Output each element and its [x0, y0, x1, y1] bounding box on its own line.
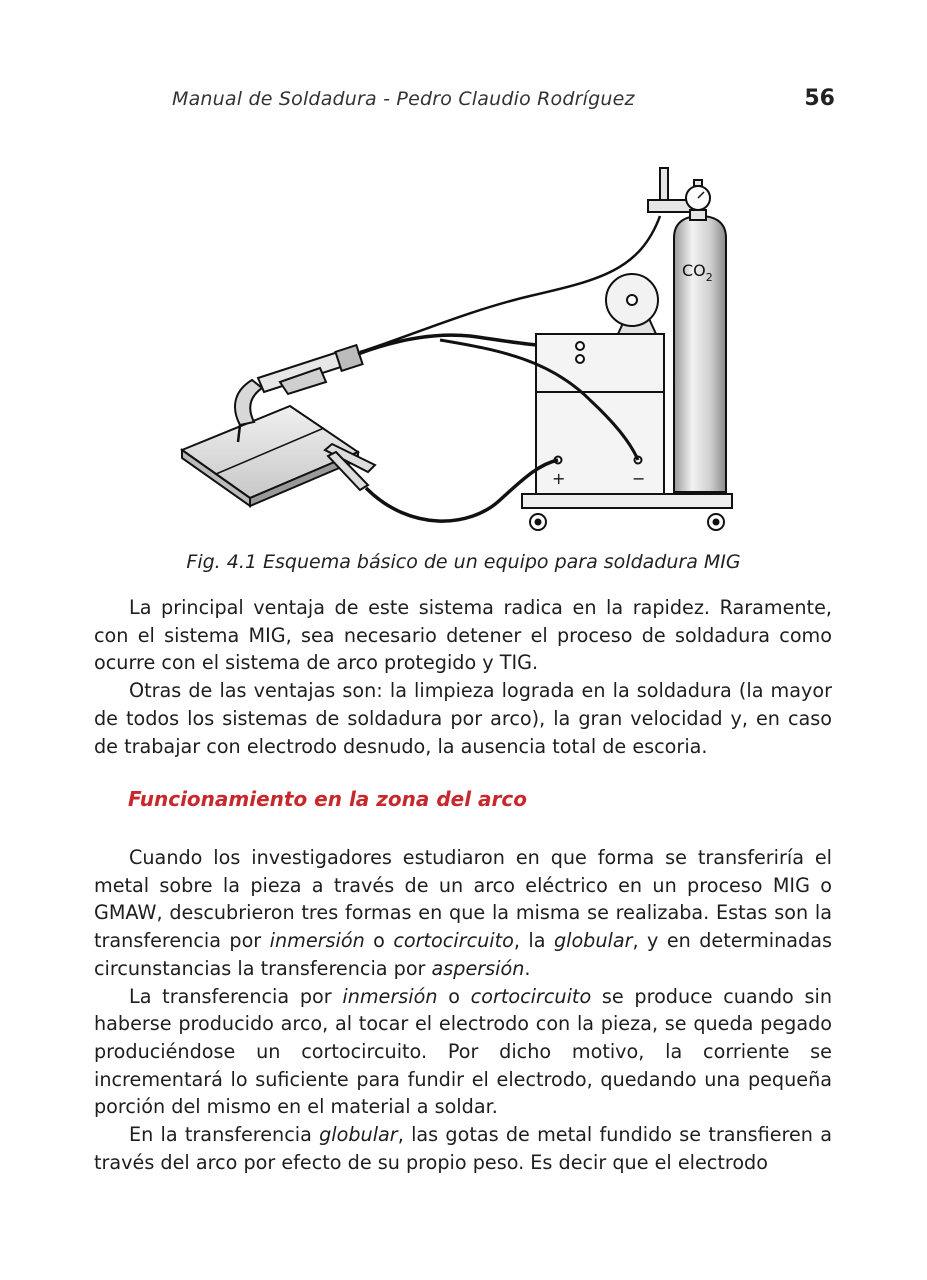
paragraph: La transferencia por inmersión o cortocircuito se produce cuando sin haberse producido arco, al tocar el electrodo con la pieza, se queda pegado produciéndose un cortocircuito. Por dicho motivo, la corriente se incrementará lo suficiente para fundir el electrodo, quedando una pequeña porción del mismo en el material a soldar. [94, 984, 832, 1119]
running-header: Manual de Soldadura - Pedro Claudio Rodríguez [172, 88, 635, 110]
negative-terminal-label: − [632, 469, 646, 488]
paragraph: Otras de las ventajas son: la limpieza lograda en la soldadura (la mayor de todos los sistemas de soldadura por arco), la gran velocidad y, en caso de trabajar con electrodo desnudo, la ausencia total de escoria. [94, 679, 832, 758]
cart [522, 494, 732, 530]
paragraph: La principal ventaja de este sistema radica en la rapidez. Raramente, con el sistema MIG, sea necesario detener el proceso de soldadura como ocurre con el sistema de arco protegido y TIG. [94, 596, 832, 675]
page-number: 56 [804, 86, 835, 111]
section-text [94, 844, 832, 1176]
section-heading: Funcionamiento en la zona del arco [128, 787, 527, 811]
gas-cylinder-label: $CO_2$ [682, 261, 713, 284]
ground-cable [366, 460, 558, 521]
positive-terminal-label: + [552, 469, 566, 488]
paragraph: En la transferencia globular, las gotas de metal fundido se transfieren a través del arco por efecto de su propio peso. Es decir que el electrodo [94, 1123, 832, 1174]
gas-regulator [648, 168, 710, 220]
mig-welding-diagram [170, 160, 750, 540]
wire-spool [606, 274, 658, 334]
mig-welding-figure [170, 160, 750, 540]
figure-caption: Fig. 4.1 Esquema básico de un equipo para soldadura MIG [186, 551, 741, 573]
intro-text [94, 594, 832, 760]
gas-cylinder [674, 216, 726, 492]
paragraph: Cuando los investigadores estudiaron en que forma se transferiría el metal sobre la pieza a través de un arco eléctrico en un proceso MIG o GMAW, descubrieron tres formas en que la misma se realizaba. Estas son la transferencia por inmersión o cortocircuito, la globular, y en determinadas circunstancias la transferencia por aspersión. [94, 846, 832, 980]
